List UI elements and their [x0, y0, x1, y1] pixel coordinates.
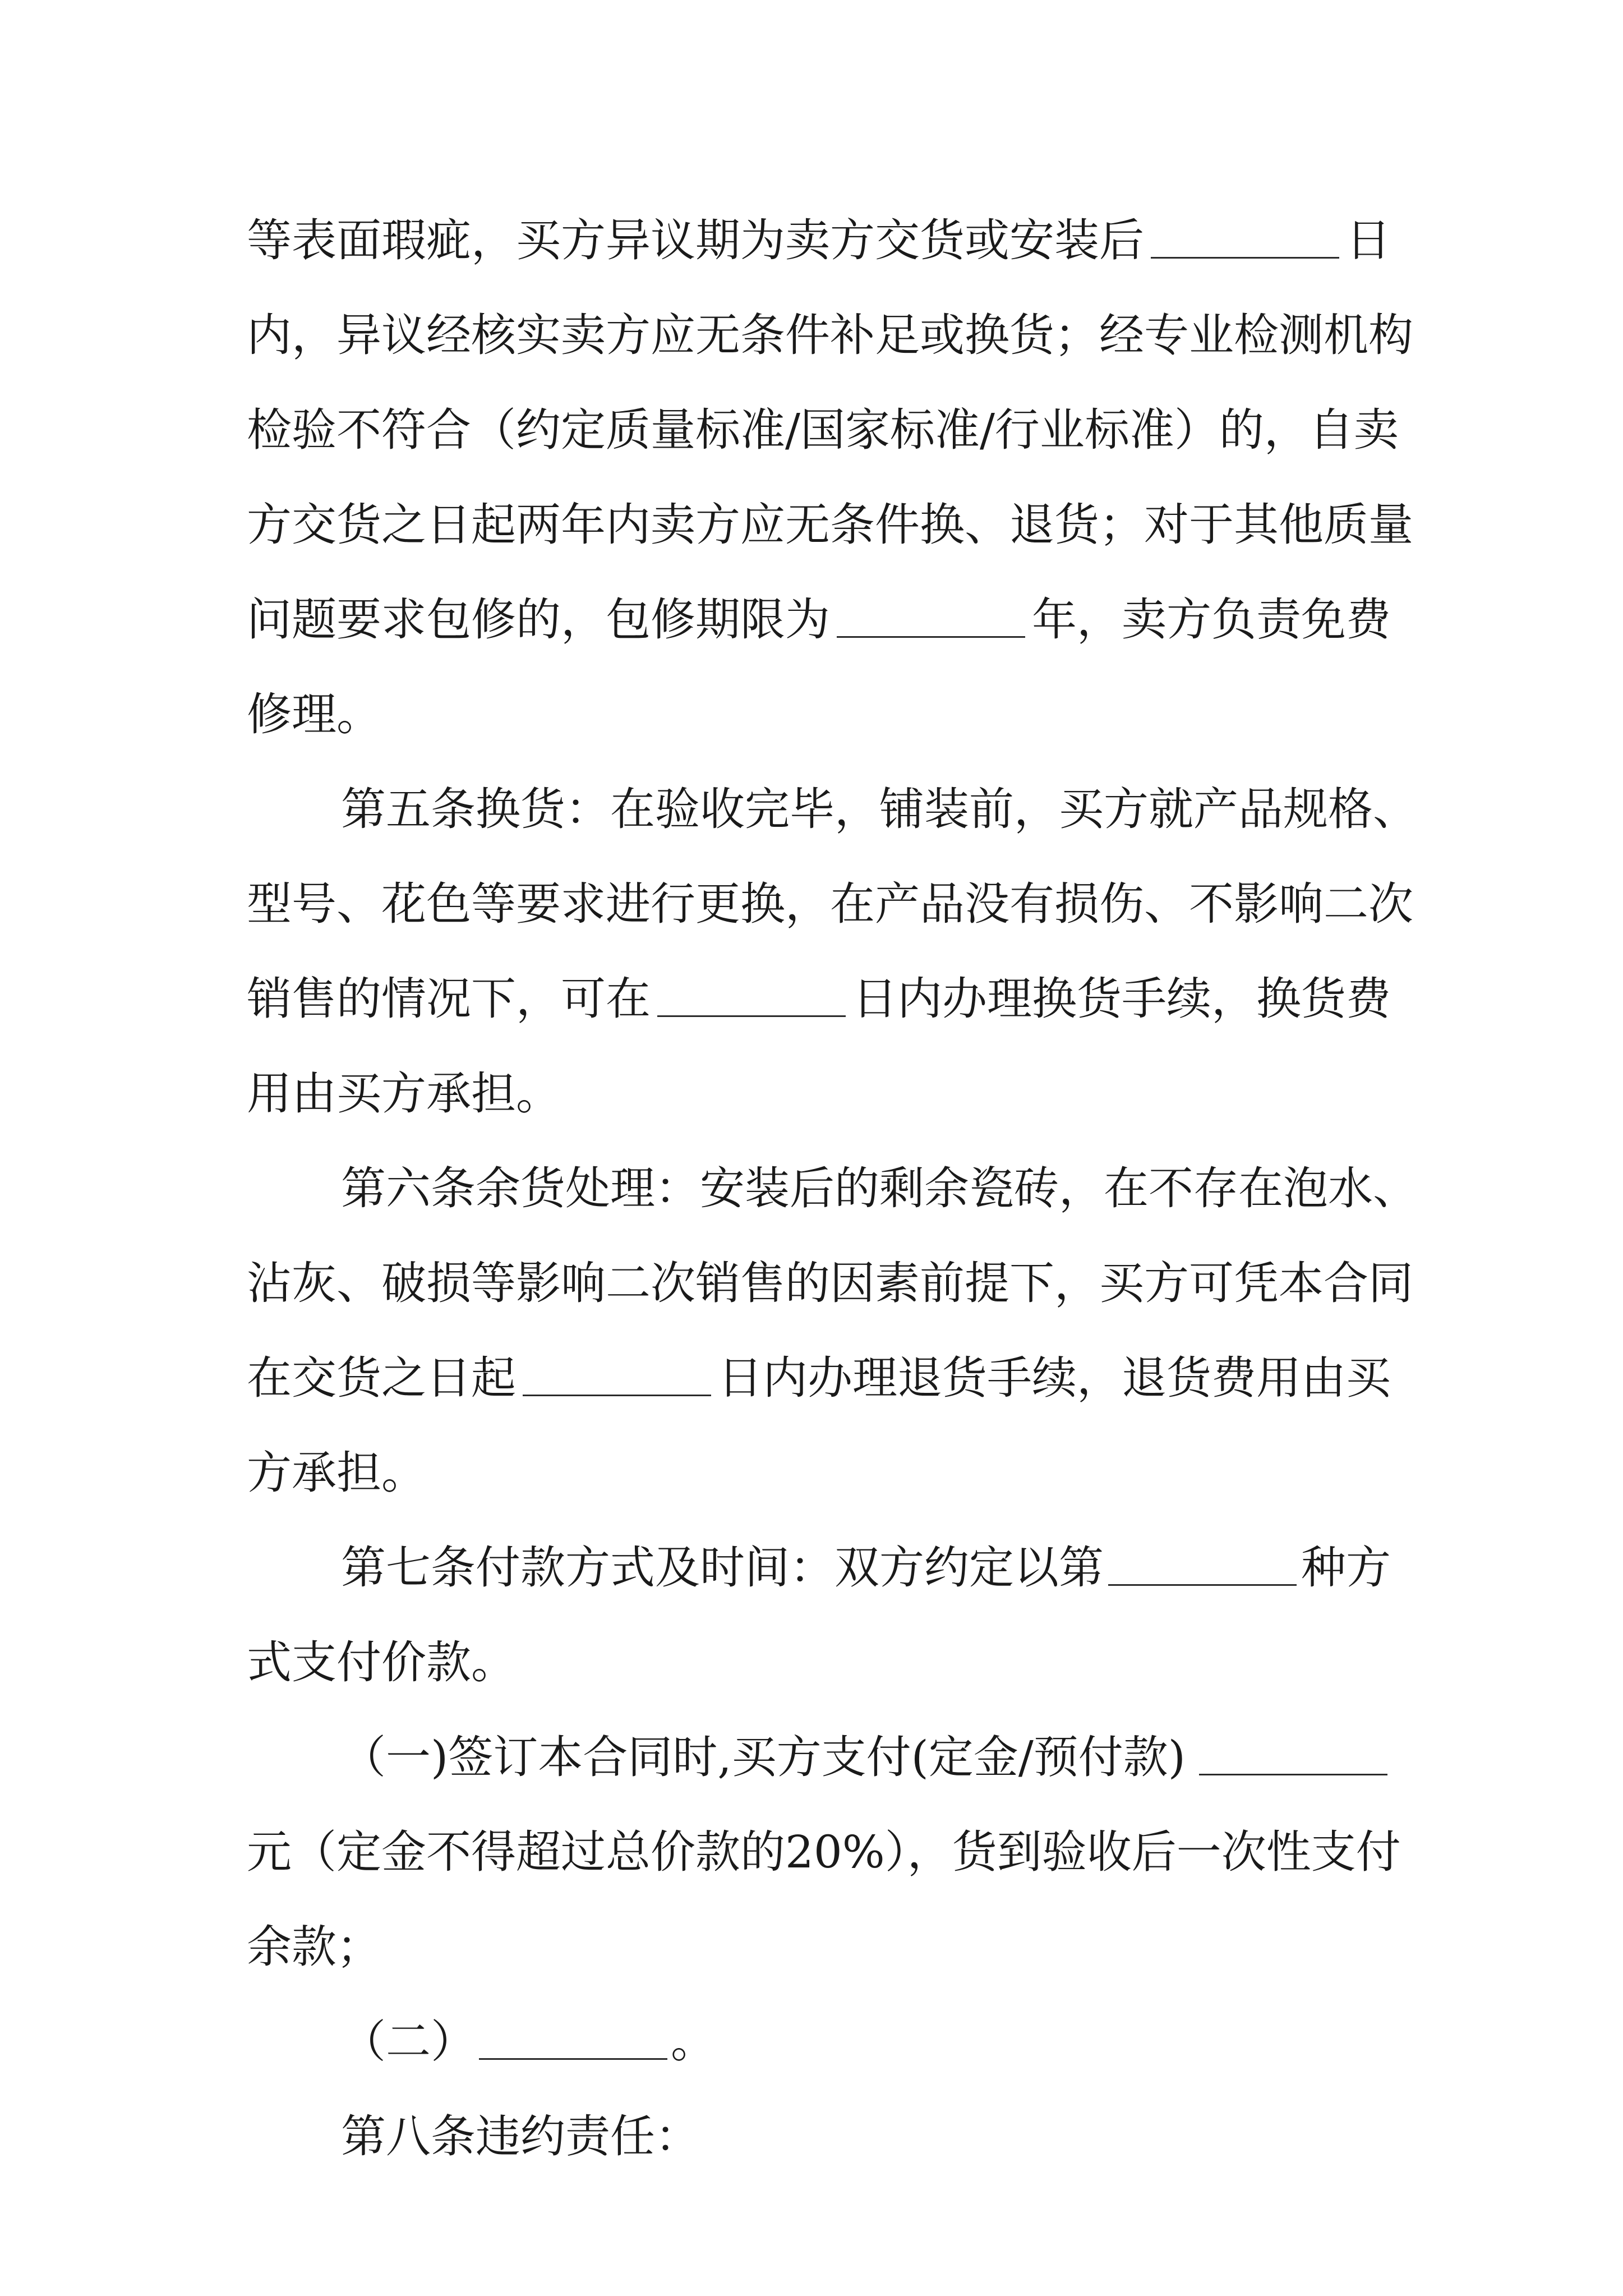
text-segment: 用由买方承担。 — [247, 1068, 561, 1120]
text-line — [247, 865, 1413, 944]
fill-in-blank — [479, 2024, 667, 2060]
text-segment: 沾灰、破损等影响二次销售的因素前提下，买方可凭本合同 — [247, 1257, 1413, 1309]
text-segment: 第五条换货：在验收完毕，铺装前，买方就产品规格、 — [341, 783, 1418, 835]
text-line — [341, 2003, 1391, 2081]
fill-in-blank — [1151, 223, 1339, 259]
text-segment: 销售的情况下，可在 — [247, 973, 651, 1025]
article-8-heading-line — [341, 2097, 1391, 2176]
text-line — [247, 1339, 1391, 1418]
text-line — [247, 486, 1413, 564]
text-segment: 型号、花色等要求进行更换，在产品没有损伤、不影响二次 — [247, 878, 1413, 930]
text-line — [247, 1055, 1391, 1133]
text-segment: 等表面瑕疵，买方异议期为卖方交货或安装后 — [247, 214, 1144, 266]
text-segment: 。 — [671, 2016, 716, 2068]
text-segment: 方交货之日起两年内卖方应无条件换、退货；对于其他质量 — [247, 499, 1413, 551]
text-line — [247, 201, 1391, 280]
text-line — [247, 960, 1391, 1038]
article-6-heading-line — [341, 1149, 1418, 1228]
text-segment: 内，异议经核实卖方应无条件补足或换货；经专业检测机构 — [247, 309, 1413, 361]
text-segment: 日内办理退货手续，退货费用由买 — [718, 1352, 1391, 1404]
text-segment: 在交货之日起 — [247, 1352, 516, 1404]
text-segment: 年，卖方负责免费 — [1032, 593, 1391, 646]
text-segment: 第八条违约责任： — [341, 2110, 700, 2162]
text-segment: 检验不符合（约定质量标准/国家标准/行业标准）的，自卖 — [247, 404, 1399, 456]
text-segment: 修理。 — [247, 688, 381, 740]
text-segment: （一)签订本合同时,买方支付(定金/预付款) — [341, 1731, 1186, 1783]
text-segment: 日 — [1346, 214, 1391, 266]
text-line — [247, 1244, 1413, 1323]
text-line — [247, 296, 1413, 375]
text-line — [247, 675, 1391, 754]
text-line — [341, 1718, 1391, 1797]
text-segment: 种方 — [1301, 1542, 1391, 1594]
article-7-heading-line — [341, 1529, 1391, 1607]
text-segment: 余款； — [247, 1921, 381, 1973]
text-segment: 方承担。 — [247, 1447, 426, 1499]
text-segment: 式支付价款。 — [247, 1636, 516, 1688]
text-line — [247, 1908, 1391, 1986]
text-line — [247, 1623, 1391, 1702]
text-line — [247, 1434, 1391, 1512]
text-segment: （二） — [341, 2016, 476, 2068]
fill-in-blank — [657, 982, 846, 1017]
fill-in-blank — [1108, 1550, 1297, 1586]
text-segment: 日内办理换货手续，换货费 — [852, 973, 1391, 1025]
fill-in-blank — [523, 1361, 711, 1396]
text-segment: 第六条余货处理：安装后的剩余瓷砖，在不存在泡水、 — [341, 1162, 1418, 1214]
text-line — [247, 391, 1399, 470]
fill-in-blank — [837, 602, 1025, 638]
text-segment: 元（定金不得超过总价款的20%），货到验收后一次性支付 — [247, 1826, 1401, 1878]
text-line — [247, 1813, 1401, 1892]
text-line — [247, 581, 1391, 659]
text-segment: 第七条付款方式及时间：双方约定以第 — [341, 1542, 1104, 1594]
text-segment: 问题要求包修的，包修期限为 — [247, 593, 830, 646]
article-5-heading-line — [341, 770, 1418, 849]
fill-in-blank — [1199, 1740, 1387, 1775]
